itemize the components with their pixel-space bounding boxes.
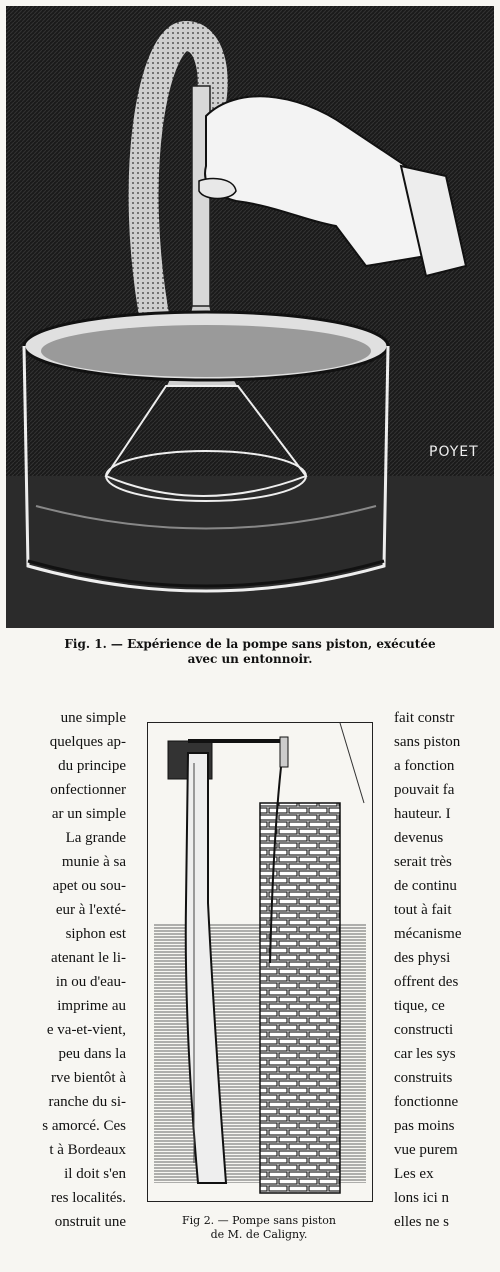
figure-2-caption	[147, 1214, 371, 1242]
text-line: constructi	[394, 1022, 454, 1038]
text-line: in ou d'eau-	[55, 974, 126, 990]
right-text-column	[394, 706, 500, 1234]
text-line: lons ici n	[394, 1190, 449, 1206]
text-line: car les sys	[394, 1046, 456, 1062]
left-text-column	[0, 706, 126, 1234]
text-line: onstruit une	[54, 1214, 126, 1230]
text-line: La grande	[65, 830, 126, 846]
text-line: sans piston	[394, 734, 461, 750]
text-line: hauteur. I	[394, 806, 451, 822]
text-line: fonctionne	[394, 1094, 459, 1110]
figure-1-engraving	[6, 6, 494, 628]
figure-1-caption	[0, 637, 500, 667]
text-line: de continu	[394, 878, 457, 894]
text-line: ar un simple	[51, 806, 126, 822]
text-line: peu dans la	[58, 1046, 126, 1062]
text-line: vue purem	[394, 1142, 458, 1158]
text-line: a fonction	[394, 758, 455, 774]
text-line: quelques ap-	[49, 734, 126, 750]
text-line: pouvait fa	[394, 782, 455, 798]
text-line: apet ou sou-	[52, 878, 126, 894]
text-line: imprime au	[57, 998, 126, 1014]
artist-signature: POYET	[429, 444, 479, 460]
figure-1-caption-line-1: Fig. 1. — Expérience de la pompe sans piston, exécutée	[64, 637, 436, 651]
text-line: des physi	[394, 950, 451, 966]
figure-2-caption-line-2: de M. de Caligny.	[210, 1228, 308, 1241]
text-line: du principe	[58, 758, 126, 774]
text-line: serait très	[394, 854, 452, 870]
text-line: rve bientôt à	[51, 1070, 126, 1086]
text-line: tout à fait	[394, 902, 452, 918]
text-line: tique, ce	[394, 998, 445, 1014]
text-line: il doit s'en	[64, 1166, 126, 1182]
text-line: devenus	[394, 830, 444, 846]
text-line: mécanisme	[394, 926, 462, 942]
text-line: ranche du si-	[48, 1094, 126, 1110]
text-line: fait constr	[394, 710, 455, 726]
figure-2-diagram	[147, 722, 373, 1202]
figure-2-caption-line-1: Fig 2. — Pompe sans piston	[182, 1214, 336, 1227]
text-line: t à Bordeaux	[49, 1142, 126, 1158]
text-line: construits	[394, 1070, 453, 1086]
text-line: onfectionner	[50, 782, 126, 798]
text-line: siphon est	[65, 926, 126, 942]
figure-1-caption-line-2: avec un entonnoir.	[187, 652, 313, 666]
text-line: Les ex	[394, 1166, 434, 1182]
text-line: pas moins	[394, 1118, 455, 1134]
text-line: offrent des	[394, 974, 459, 990]
text-line: elles ne s	[394, 1214, 449, 1230]
text-line: atenant le li-	[51, 950, 126, 966]
text-line: munie à sa	[61, 854, 126, 870]
text-line: res localités.	[51, 1190, 126, 1206]
text-line: une simple	[60, 710, 126, 726]
text-line: eur à l'exté-	[55, 902, 126, 918]
text-line: e va-et-vient,	[46, 1022, 126, 1038]
text-line: s amorcé. Ces	[42, 1118, 126, 1134]
